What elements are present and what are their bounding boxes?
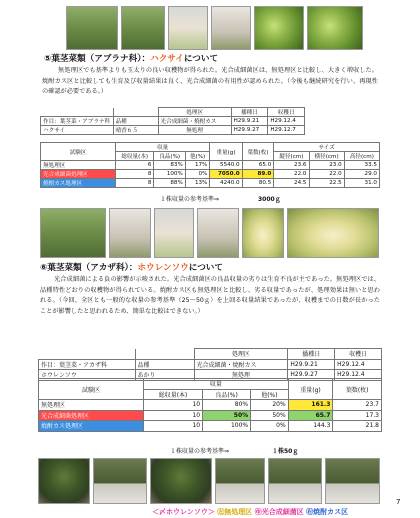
s1-r2-other: 13% xyxy=(185,179,210,188)
table-row xyxy=(41,170,380,179)
s1-h-total: 総収量(本) xyxy=(116,152,154,161)
s2-info-r1c1: あかり xyxy=(135,370,194,381)
photo-cabbage-half xyxy=(242,208,284,258)
info-r0c0: 作目：葉茎菜・アブラナ科 xyxy=(41,117,114,126)
section1-yield-table xyxy=(40,142,380,188)
photo-legend xyxy=(152,507,348,517)
photo-worker xyxy=(211,6,251,50)
s1-r2-label: 焼酎カス処理区 xyxy=(41,179,116,188)
s1-r1-height: 29.0 xyxy=(344,170,379,179)
info-r0c3: H29.9.21 xyxy=(231,117,268,126)
section1-info-table xyxy=(40,107,305,135)
s2-r2-total: 10 xyxy=(144,421,203,432)
s2-h-other: 他(%) xyxy=(251,389,289,400)
s1-r1-leaves: 89.0 xyxy=(242,170,274,179)
s2-info-h3: 播種日 xyxy=(288,349,335,360)
table-row xyxy=(41,179,380,188)
table-row xyxy=(39,410,382,421)
s2-r1-total: 10 xyxy=(144,410,203,421)
table-row xyxy=(41,161,380,170)
legend-control: ㊧無処理区 xyxy=(217,508,253,516)
info-r1c0: ハクサイ xyxy=(41,126,114,135)
info-r1c2: 無処理 xyxy=(158,126,231,135)
s2-r1-leaves: 17.3 xyxy=(333,410,382,421)
s2-info-r1c4: H29.12.4 xyxy=(335,370,382,381)
s2-h-weight: 重量(g) xyxy=(288,379,333,400)
info-h3: 播種日 xyxy=(231,108,268,117)
photo-weighing xyxy=(197,208,239,258)
photo-spinach-field xyxy=(40,208,106,258)
s1-r0-other: 17% xyxy=(185,161,210,170)
s2-r1-good: 50% xyxy=(203,410,251,421)
section1-reference-value: 3000ｇ xyxy=(258,196,281,203)
section2-reference-label: １株収量の参考基準⇒ xyxy=(170,448,230,455)
s1-h-size: サイズ xyxy=(274,143,380,152)
s2-r2-weight: 144.3 xyxy=(288,421,333,432)
s2-info-r1c2: 無処理 xyxy=(194,370,288,381)
s2-r0-other: 20% xyxy=(251,400,289,411)
s2-info-r1c0: ホウレンソウ xyxy=(39,370,136,381)
s1-h-length: 縦径(cm) xyxy=(274,152,309,161)
photo-spinach-bunch xyxy=(38,458,90,504)
s2-info-h1 xyxy=(135,349,194,360)
s2-r1-label: 光合成細菌処理区 xyxy=(39,410,144,421)
s1-h-plot: 試験区 xyxy=(41,143,116,161)
photo-cabbages-row xyxy=(287,208,379,258)
table-row xyxy=(39,421,382,432)
s1-r1-label: 光合成細菌処理区 xyxy=(41,170,116,179)
s1-r1-good: 100% xyxy=(154,170,185,179)
info-h4: 収穫日 xyxy=(268,108,305,117)
s2-h-plot: 試験区 xyxy=(39,379,144,400)
s2-r2-label: 焼酎カス処理区 xyxy=(39,421,144,432)
s2-info-h0 xyxy=(39,349,136,360)
s1-h-other: 他(%) xyxy=(185,152,210,161)
section2-title xyxy=(40,261,223,273)
info-r1c3: H29.9.27 xyxy=(231,126,268,135)
info-r1c4: H29.12.7 xyxy=(268,126,305,135)
section1-title xyxy=(44,52,218,64)
info-h1 xyxy=(113,108,158,117)
s2-info-r0c0: 作目：葉茎菜・アカザ科 xyxy=(39,359,136,370)
section1-paragraph: 無処理区でも基準よりも玉太りの良い収穫物が得られた。光合成細菌区は、無処理区と比較し、大きく増収した。焼酎カス区と比較しても生育及び収量結果は良く、光合成細菌の有用性が認められた。（今後も継続研究を行い、再現性の確認が必要である。） xyxy=(42,67,378,95)
photo-field-1 xyxy=(66,6,118,50)
photo-spinach-scale-4 xyxy=(325,458,380,504)
s1-r1-other: 0% xyxy=(185,170,210,179)
s1-h-height: 高径(cm) xyxy=(344,152,379,161)
s2-r0-label: 無処理区 xyxy=(39,400,144,411)
s1-r2-leaves: 80.5 xyxy=(242,179,274,188)
s2-r1-other: 50% xyxy=(251,410,289,421)
s2-r0-leaves: 23.7 xyxy=(333,400,382,411)
s1-r1-length: 22.0 xyxy=(274,170,309,179)
s2-r2-good: 100% xyxy=(203,421,251,432)
s2-info-r0c1: 品種 xyxy=(135,359,194,370)
s1-r0-good: 83% xyxy=(154,161,185,170)
s2-info-h2: 処理区 xyxy=(194,349,288,360)
photo-sorting xyxy=(109,208,151,258)
table-row xyxy=(39,400,382,411)
legend-shochu: ㊨焼酎カス区 xyxy=(306,508,349,516)
legend-key: ＜〆ホウレンソウ＞ xyxy=(152,508,215,516)
s1-h-weight: 重量(g) xyxy=(210,143,242,161)
s1-h-leaves: 葉数(枚) xyxy=(242,143,274,161)
info-r0c1: 品種 xyxy=(113,117,158,126)
s1-r1-total: 8 xyxy=(116,170,154,179)
s1-r2-height: 31.0 xyxy=(344,179,379,188)
s2-r1-weight: 65.7 xyxy=(288,410,333,421)
s1-r0-leaves: 65.0 xyxy=(242,161,274,170)
section1-reference-label: １株収量の参考基準⇒ xyxy=(160,196,220,203)
s1-r0-total: 6 xyxy=(116,161,154,170)
s1-r2-length: 24.5 xyxy=(274,179,309,188)
s2-r2-other: 0% xyxy=(251,421,289,432)
s1-h-width: 横径(cm) xyxy=(309,152,344,161)
s2-h-leaves: 葉数(枚) xyxy=(333,379,382,400)
info-r0c4: H29.12.4 xyxy=(268,117,305,126)
section2-title-suffix: について xyxy=(188,263,224,273)
s2-r0-total: 10 xyxy=(144,400,203,411)
s2-h-yield: 収量 xyxy=(144,379,289,390)
photo-harvest-box xyxy=(168,6,208,50)
s2-r0-good: 80% xyxy=(203,400,251,411)
s2-info-r0c2: 光合成細菌・焼酎カス xyxy=(194,359,288,370)
s1-r0-weight: 5540.0 xyxy=(210,161,242,170)
section2-reference-value: １株50ｇ xyxy=(272,448,299,455)
s1-r1-weight: 7050.0 xyxy=(210,170,242,179)
section1-title-suffix: について xyxy=(183,54,219,64)
s1-h-good: 良品(%) xyxy=(154,152,185,161)
s2-h-good: 良品(%) xyxy=(203,389,251,400)
s1-r0-label: 無処理区 xyxy=(41,161,116,170)
section2-info-table xyxy=(38,348,382,381)
s2-r0-weight: 161.3 xyxy=(288,400,333,411)
legend-bacteria: ㊥光合成細菌区 xyxy=(254,508,304,516)
photo-spinach-scale-2 xyxy=(215,458,265,504)
s2-info-r1c3: H29.9.27 xyxy=(288,370,335,381)
info-h0 xyxy=(41,108,114,117)
photo-field-2 xyxy=(121,6,165,50)
photo-spinach-scale-1 xyxy=(93,458,147,504)
s1-r2-weight: 4240.0 xyxy=(210,179,242,188)
photo-spinach-scale-3 xyxy=(268,458,322,504)
s1-r0-length: 23.6 xyxy=(274,161,309,170)
section2-title-prefix: ⑥葉茎菜類（アカザ科）： xyxy=(40,263,138,273)
s1-r2-total: 8 xyxy=(116,179,154,188)
section2-title-highlight: ホウレンソウ xyxy=(137,263,189,273)
s1-r2-good: 88% xyxy=(154,179,185,188)
photo-spinach-compare xyxy=(150,458,212,504)
photo-crates xyxy=(154,208,194,258)
s1-h-yield: 収量 xyxy=(116,143,210,152)
s2-info-r0c3: H29.9.21 xyxy=(288,359,335,370)
s2-h-total: 総収量(本) xyxy=(144,389,203,400)
s2-info-r0c4: H29.12.4 xyxy=(335,359,382,370)
section2-paragraph: 光合成細菌による負の影響が示唆された。光合成細菌区の良品収量の劣りは生育不良が主であった。無処理区では、品種特性どおりの収穫物が得られている。焼酎カス区も無処理区と比較し、劣る収量であったが、処理効果は無いと思われる。（今回、全区とも一般的な収量の参考基準（25～50ｇ）を上回る収量結果であったが、収穫までの日数が長かったことが影響したと思われるため、簡単な比較はできない。） xyxy=(40,276,380,315)
info-r1c1: 晴香６５ xyxy=(113,126,158,135)
s1-r0-width: 23.0 xyxy=(309,161,344,170)
section1-title-highlight: ハクサイ xyxy=(150,54,184,64)
s2-r2-leaves: 21.8 xyxy=(333,421,382,432)
s1-r2-width: 22.5 xyxy=(309,179,344,188)
section2-yield-table xyxy=(38,378,382,432)
s1-r1-width: 22.0 xyxy=(309,170,344,179)
page-number: 7 xyxy=(396,498,401,506)
photo-cabbage-top xyxy=(254,6,304,50)
s1-r0-height: 33.5 xyxy=(344,161,379,170)
photo-cabbage-cut xyxy=(307,6,363,50)
info-r0c2: 光合成細菌・焼酎カス xyxy=(158,117,231,126)
s2-info-h4: 収穫日 xyxy=(335,349,382,360)
section1-title-prefix: ⑤葉茎菜類（アブラナ科）： xyxy=(44,54,151,64)
info-h2: 処理区 xyxy=(158,108,231,117)
